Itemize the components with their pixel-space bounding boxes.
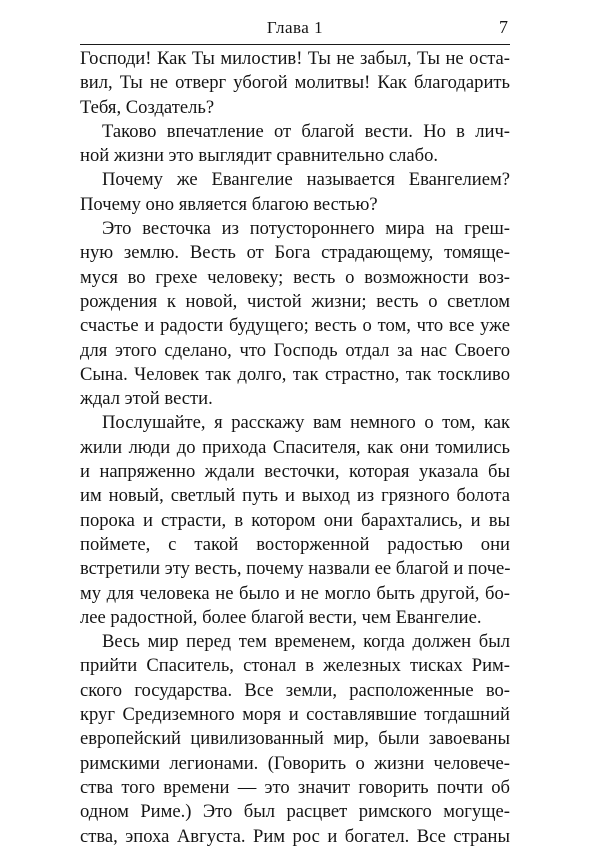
text-line: ства, эпоха Августа. Рим рос и богател. Все страны (80, 825, 510, 847)
text-line: Сына. Человек так долго, так страстно, так тоскливо (80, 363, 510, 385)
text-line: муся во грехе человеку; весть о возможности воз- (80, 266, 510, 288)
text-line: римскими легионами. (Говорить о жизни человече- (80, 752, 510, 774)
text-line: счастье и радости будущего; весть о том, что все уже (80, 315, 510, 337)
text-line: жили люди до прихода Спасителя, как они томились (80, 436, 510, 458)
text-line: Весь мир перед тем временем, когда должен был (102, 631, 510, 653)
text-line: Таково впечатление от благой вести. Но в лич- (102, 120, 510, 142)
text-line: вил, Ты не отверг убогой молитвы! Как благодарить (80, 72, 510, 94)
text-line: рождения к новой, чистой жизни; весть о светлом (80, 290, 510, 312)
text-line: порока и страсти, в котором они барахтались, и вы (80, 509, 510, 531)
text-line: Тебя, Создатель? (80, 96, 215, 118)
text-line: Это весточка из потустороннего мира на греш- (102, 218, 510, 240)
text-line: ную землю. Весть от Бога страдающему, томяще- (80, 242, 510, 264)
text-line: Почему же Евангелие называется Евангелием? (102, 169, 510, 191)
text-line: ной жизни это выглядит сравнительно слабо. (80, 145, 439, 167)
text-line: ского государства. Все земли, расположенные во- (80, 679, 510, 701)
text-line: ства того времени — это значит говорить почти об (80, 776, 510, 798)
text-line: Послушайте, я расскажу вам немного о том, как (102, 412, 510, 434)
text-line: для этого сделано, что Господь отдал за нас Своего (80, 339, 510, 361)
text-line: круг Средиземного моря и составлявшие тогдашний (80, 704, 510, 726)
book-page (80, 14, 510, 849)
text-line: им новый, светлый путь и выход из грязного болота (80, 485, 510, 507)
text-line: лее радостной, более благой вести, чем Евангелие. (80, 606, 482, 628)
text-line: поймете, с такой восторженной радостью они (80, 533, 510, 555)
running-header (80, 14, 510, 45)
text-line: европейский цивилизованный мир, были завоеваны (80, 728, 510, 750)
page-number: 7 (499, 17, 508, 37)
text-line: встретили эту весть, почему назвали ее благой и поче- (80, 558, 510, 580)
text-line: ждал этой вести. (80, 388, 213, 410)
text-line: му для человека не было и не могло быть другой, бо- (80, 582, 510, 604)
chapter-title: Глава 1 (266, 18, 324, 37)
text-line: одном Риме.) Это был расцвет римского могуще- (80, 801, 510, 823)
text-line: и напряженно ждали весточки, которая указала бы (80, 461, 510, 483)
body-text (80, 47, 510, 849)
text-line: Почему оно является благою вестью? (80, 193, 378, 215)
text-line: прийти Спаситель, стонал в железных тисках Рим- (80, 655, 510, 677)
text-line: Господи! Как Ты милостив! Ты не забыл, Ты не оста- (80, 48, 510, 69)
